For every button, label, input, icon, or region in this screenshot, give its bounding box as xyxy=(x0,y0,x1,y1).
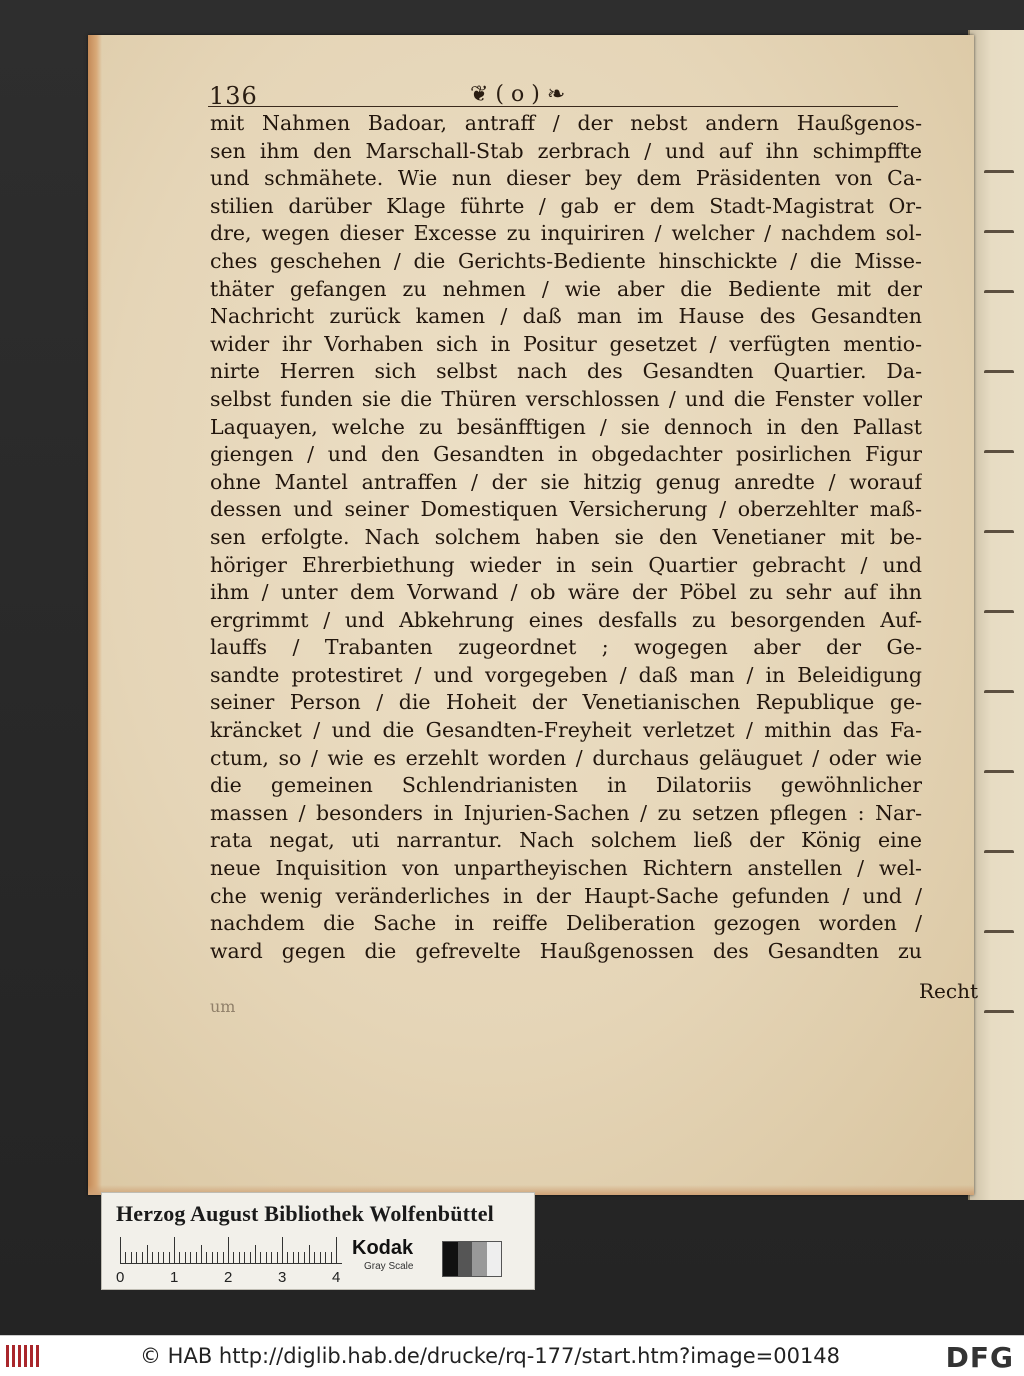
text-line: stilien darüber Klage führte / gab er dem Stadt-Magistrat Or- xyxy=(210,193,922,218)
ruler-tick xyxy=(125,1252,126,1263)
text-line: ctum, so / wie es erzehlt worden / durchaus geläuguet / oder wie xyxy=(210,745,922,770)
hab-logo-icon xyxy=(6,1345,46,1367)
text-line: massen / besonders in Injurien-Sachen / zu setzen pflegen : Nar- xyxy=(210,800,922,825)
copyright-url[interactable]: © HAB http://diglib.hab.de/drucke/rq-177/start.htm?image=00148 xyxy=(140,1344,841,1368)
ruler-number: 3 xyxy=(278,1269,287,1286)
page-edge xyxy=(88,35,102,1195)
text-line: die gemeinen Schlendrianisten in Dilatoriis gewöhnlicher xyxy=(210,773,922,798)
text-line: Nachricht zurück kamen / daß man im Hause des Gesandten xyxy=(210,304,922,329)
ruler-tick xyxy=(233,1252,234,1263)
text-line: Laquayen, welche zu besänfftigen / sie dennoch in den Pallast xyxy=(210,414,922,439)
page-text xyxy=(210,110,922,965)
scale-ruler xyxy=(120,1237,342,1264)
ruler-number: 1 xyxy=(170,1269,179,1286)
ruler-tick xyxy=(201,1245,202,1263)
text-line: nirte Herren sich selbst nach des Gesandten Quartier. Da- xyxy=(210,359,922,384)
header-rule xyxy=(208,106,898,107)
ruler-tick xyxy=(298,1252,299,1263)
text-line: rata negat, uti narrantur. Nach solchem ließ der König eine xyxy=(210,828,922,853)
text-line: und schmähete. Wie nun dieser bey dem Präsidenten von Ca- xyxy=(210,166,922,191)
text-line: sen ihm den Marschall-Stab zerbrach / und auf ihn schimpffte xyxy=(210,138,922,163)
ruler-tick xyxy=(152,1252,153,1263)
text-line: che wenig veränderliches in der Haupt-Sache gefunden / und / xyxy=(210,883,922,908)
header-ornament: ❦ ( o ) ❧ xyxy=(470,82,566,107)
text-line: höriger Ehrerbiethung wieder in sein Quartier gebracht / und xyxy=(210,552,922,577)
text-line: ergrimmt / und Abkehrung eines desfalls zu besorgenden Auf- xyxy=(210,607,922,632)
text-line: selbst funden sie die Thüren verschlossen / und die Fenster voller xyxy=(210,386,922,411)
text-line: neue Inquisition von unpartheyischen Richtern anstellen / wel- xyxy=(210,856,922,881)
ruler-tick xyxy=(255,1245,256,1263)
text-line: ohne Mantel antraffen / der sie hitzig genug anredte / worauf xyxy=(210,469,922,494)
ruler-tick xyxy=(271,1252,272,1263)
ruler-tick xyxy=(217,1252,218,1263)
ruler-tick xyxy=(223,1252,224,1263)
ruler-tick xyxy=(158,1252,159,1263)
ruler-tick xyxy=(169,1252,170,1263)
ruler-tick xyxy=(228,1237,229,1263)
text-line: ches geschehen / die Gerichts-Bediente hinschickte / die Misse- xyxy=(210,248,922,273)
ruler-tick xyxy=(239,1252,240,1263)
text-line: mit Nahmen Badoar, antraff / der nebst andern Haußgenos- xyxy=(210,111,922,135)
text-line: giengen / und den Gesandten in obgedachter posirlichen Figur xyxy=(210,442,922,467)
ruler-tick xyxy=(277,1252,278,1263)
ruler-tick xyxy=(320,1252,321,1263)
ruler-tick xyxy=(287,1252,288,1263)
ruler-tick xyxy=(314,1252,315,1263)
text-line: lauffs / Trabanten zugeordnet ; wogegen aber der Ge- xyxy=(210,635,922,660)
ruler-number: 4 xyxy=(332,1269,341,1286)
ruler-tick xyxy=(331,1252,332,1263)
text-line: ward gegen die gefrevelte Haußgenossen des Gesandten zu xyxy=(210,938,922,963)
ruler-tick xyxy=(309,1245,310,1263)
page-number: 136 xyxy=(209,82,258,110)
text-line: seiner Person / die Hoheit der Venetianischen Republique ge- xyxy=(210,690,922,715)
ruler-tick xyxy=(266,1252,267,1263)
text-line: wider ihr Vorhaben sich in Positur gesetzet / verfügten mentio- xyxy=(210,331,922,356)
ruler-tick xyxy=(179,1252,180,1263)
text-line: thäter gefangen zu nehmen / wie aber die Bediente mit der xyxy=(210,276,922,301)
ruler-tick xyxy=(325,1252,326,1263)
ruler-tick xyxy=(244,1252,245,1263)
text-line: kräncket / und die Gesandten-Freyheit verletzet / mithin das Fa- xyxy=(210,718,922,743)
library-color-card xyxy=(101,1192,535,1290)
ruler-tick xyxy=(142,1252,143,1263)
ruler-tick xyxy=(336,1237,337,1263)
signature-mark: um xyxy=(210,997,236,1016)
ruler-tick xyxy=(147,1245,148,1263)
kodak-subtitle: Gray Scale xyxy=(364,1261,414,1272)
ruler-tick xyxy=(304,1252,305,1263)
catchword: Recht xyxy=(918,979,978,1003)
ruler-tick xyxy=(206,1252,207,1263)
footer-bar xyxy=(0,1335,1024,1376)
text-line: dre, wegen dieser Excesse zu inquiriren / welcher / nachdem sol- xyxy=(210,221,922,246)
ruler-number: 2 xyxy=(224,1269,233,1286)
text-line: ihm / unter dem Vorwand / ob wäre der Pöbel zu sehr auf ihn xyxy=(210,580,922,605)
ruler-tick xyxy=(131,1252,132,1263)
text-line: nachdem die Sache in reiffe Deliberation gezogen worden / xyxy=(210,911,922,936)
kodak-label: Kodak xyxy=(352,1237,414,1259)
gray-scale-patches xyxy=(442,1241,502,1277)
ruler-tick xyxy=(136,1252,137,1263)
ruler-tick xyxy=(185,1252,186,1263)
ruler-tick xyxy=(250,1252,251,1263)
ruler-tick xyxy=(212,1252,213,1263)
next-page-sliver xyxy=(968,30,1024,1200)
ruler-tick xyxy=(190,1252,191,1263)
dfg-logo: DFG xyxy=(945,1341,1014,1374)
ruler-tick xyxy=(163,1252,164,1263)
ruler-tick xyxy=(196,1252,197,1263)
ruler-tick xyxy=(174,1237,175,1263)
text-line: sandte protestiret / und vorgegeben / daß man / in Beleidigung xyxy=(210,662,922,687)
ruler-tick xyxy=(282,1237,283,1263)
ruler-tick xyxy=(260,1252,261,1263)
ruler-number: 0 xyxy=(116,1269,125,1286)
library-name: Herzog August Bibliothek Wolfenbüttel xyxy=(116,1201,494,1226)
text-line: sen erfolgte. Nach solchem haben sie den Venetianer mit be- xyxy=(210,524,922,549)
ruler-tick xyxy=(293,1252,294,1263)
text-line: dessen und seiner Domestiquen Versicherung / oberzehlter maß- xyxy=(210,497,922,522)
ruler-tick xyxy=(120,1237,121,1263)
